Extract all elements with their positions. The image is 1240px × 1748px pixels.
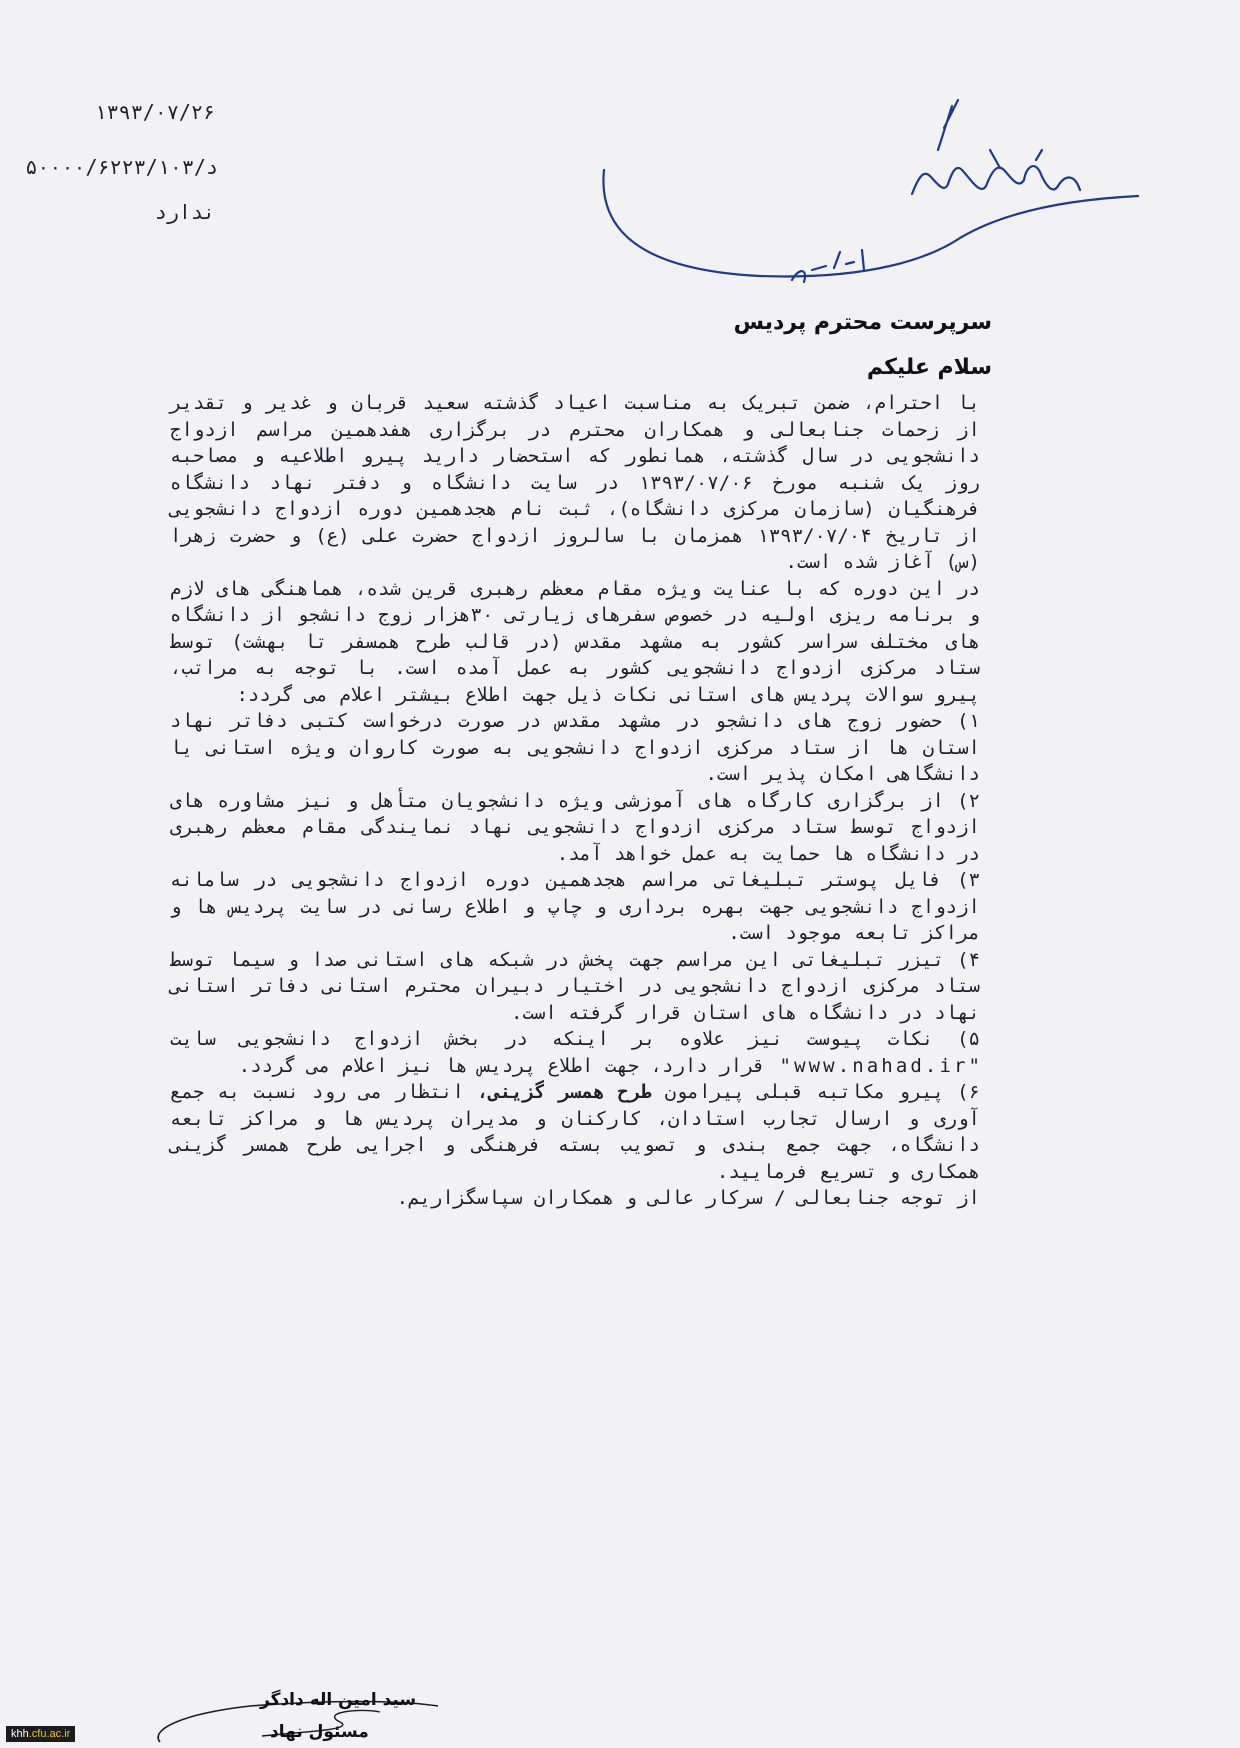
- list-item-4: ۴) تیزر تبلیغاتی این مراسم جهت پخش در شبکه های استانی صدا و سیما توسط ستاد مرکزی ازدواج دانشجویی در اختیار دبیران محترم استانی دفاتر استانی نهاد در دانشگاه های استان قرار گرفته است.: [170, 948, 980, 1024]
- list-item-6-suffix: انتظار می رود نسبت به جمع آوری و ارسال تجارب استادان، کارکنان و مدیران پردیس ها و مراکز تابعه دانشگاه، جهت جمع بندی و تصویب بسته فرهنگی و اجرایی طرح همسر گزینی همکاری و تسریع فرمایید.: [170, 1081, 980, 1183]
- recipient-heading: سرپرست محترم پردیس: [733, 310, 992, 335]
- letter-number: د/۵۰۰۰۰/۶۲۲۳/۱۰۳: [25, 155, 218, 179]
- list-item-3: ۳) فایل پوستر تبلیغاتی مراسم هجدهمین دوره ازدواج دانشجویی در سامانه ازدواج دانشجویی جهت بهره برداری و چاپ و اطلاع رسانی در سایت پردیس ها و مراکز تابعه موجود است.: [170, 869, 980, 944]
- source-badge-prefix: khh: [11, 1728, 29, 1740]
- greeting-heading: سلام علیکم: [866, 355, 992, 380]
- paragraph-context: در این دوره که با عنایت ویژه مقام معظم رهبری قرین شده، هماهنگی های لازم و برنامه ریزی اولیه در خصوص سفرهای زیارتی ۳۰هزار زوج دانشجو از دانشگاه های مختلف سراسر کشور به مشهد مقدس (در قالب طرح همسفر تا بهشت) توسط ستاد مرکزی ازدواج دانشجویی کشور به عمل آمده است. با توجه به مراتب، پیرو سوالات پردیس های استانی نکات ذیل جهت اطلاع بیشتر اعلام می گردد:: [170, 577, 980, 706]
- paragraph-intro: با احترام، ضمن تبریک به مناسبت اعیاد گذشته سعید قربان و غدیر و تقدیر از زحمات جنابعالی و همکاران محترم در برگزاری هفدهمین مراسم ازدواج دانشجویی در سال گذشته، همانطور که استحضار دارید پیرو اطلاعیه و مصاحبه روز یک شنبه مورخ ۱۳۹۳/۰۷/۰۶ در سایت دانشگاه و دفتر نهاد دانشگاه فرهنگیان (سازمان مرکزی دانشگاه)، ثبت نام هجدهمین دوره ازدواج دانشجویی از تاریخ ۱۳۹۳/۰۷/۰۴ همزمان با سالروز ازدواج حضرت علی (ع) و حضرت زهرا (س) آغاز شده است.: [170, 392, 980, 573]
- closing-line: از توجه جنابعالی / سرکار عالی و همکاران سپاسگزاریم.: [396, 1187, 980, 1209]
- letter-body: [170, 390, 980, 1212]
- list-item-1: ۱) حضور زوج های دانشجو در مشهد مقدس در صورت درخواست کتبی دفاتر نهاد استان ها از ستاد مرکزی ازدواج دانشجویی به صورت کاروان ویژه استانی یا دانشگاهی امکان پذیر است.: [170, 710, 980, 785]
- source-badge: [6, 1726, 75, 1742]
- letter-date: ۱۳۹۳/۰۷/۲۶: [94, 100, 215, 124]
- list-item-6-prefix: ۶) پیرو مکاتبه قبلی پیرامون: [651, 1081, 980, 1103]
- signatory-title: مسئول نهاد: [270, 1722, 369, 1742]
- source-badge-domain: .cfu.ac.ir: [28, 1728, 71, 1740]
- list-item-5: ۵) نکات پیوست نیز علاوه بر اینکه در بخش ازدواج دانشجویی سایت "www.nahad.ir" قرار دارد، جهت اطلاع پردیس ها نیز اعلام می گردد.: [170, 1028, 980, 1077]
- letter-attachment: ندارد: [154, 200, 215, 224]
- list-item-2: ۲) از برگزاری کارگاه های آموزشی ویژه دانشجویان متأهل و نیز مشاوره های ازدواج توسط ستاد مرکزی ازدواج دانشجویی نهاد نمایندگی مقام معظم رهبری در دانشگاه ها حمایت به عمل خواهد آمد.: [170, 789, 980, 865]
- list-item-6-emphasis: طرح همسر گزینی،: [476, 1081, 652, 1103]
- list-item-6: [170, 1079, 980, 1185]
- signatory-name: سید امین اله دادگر: [260, 1690, 417, 1710]
